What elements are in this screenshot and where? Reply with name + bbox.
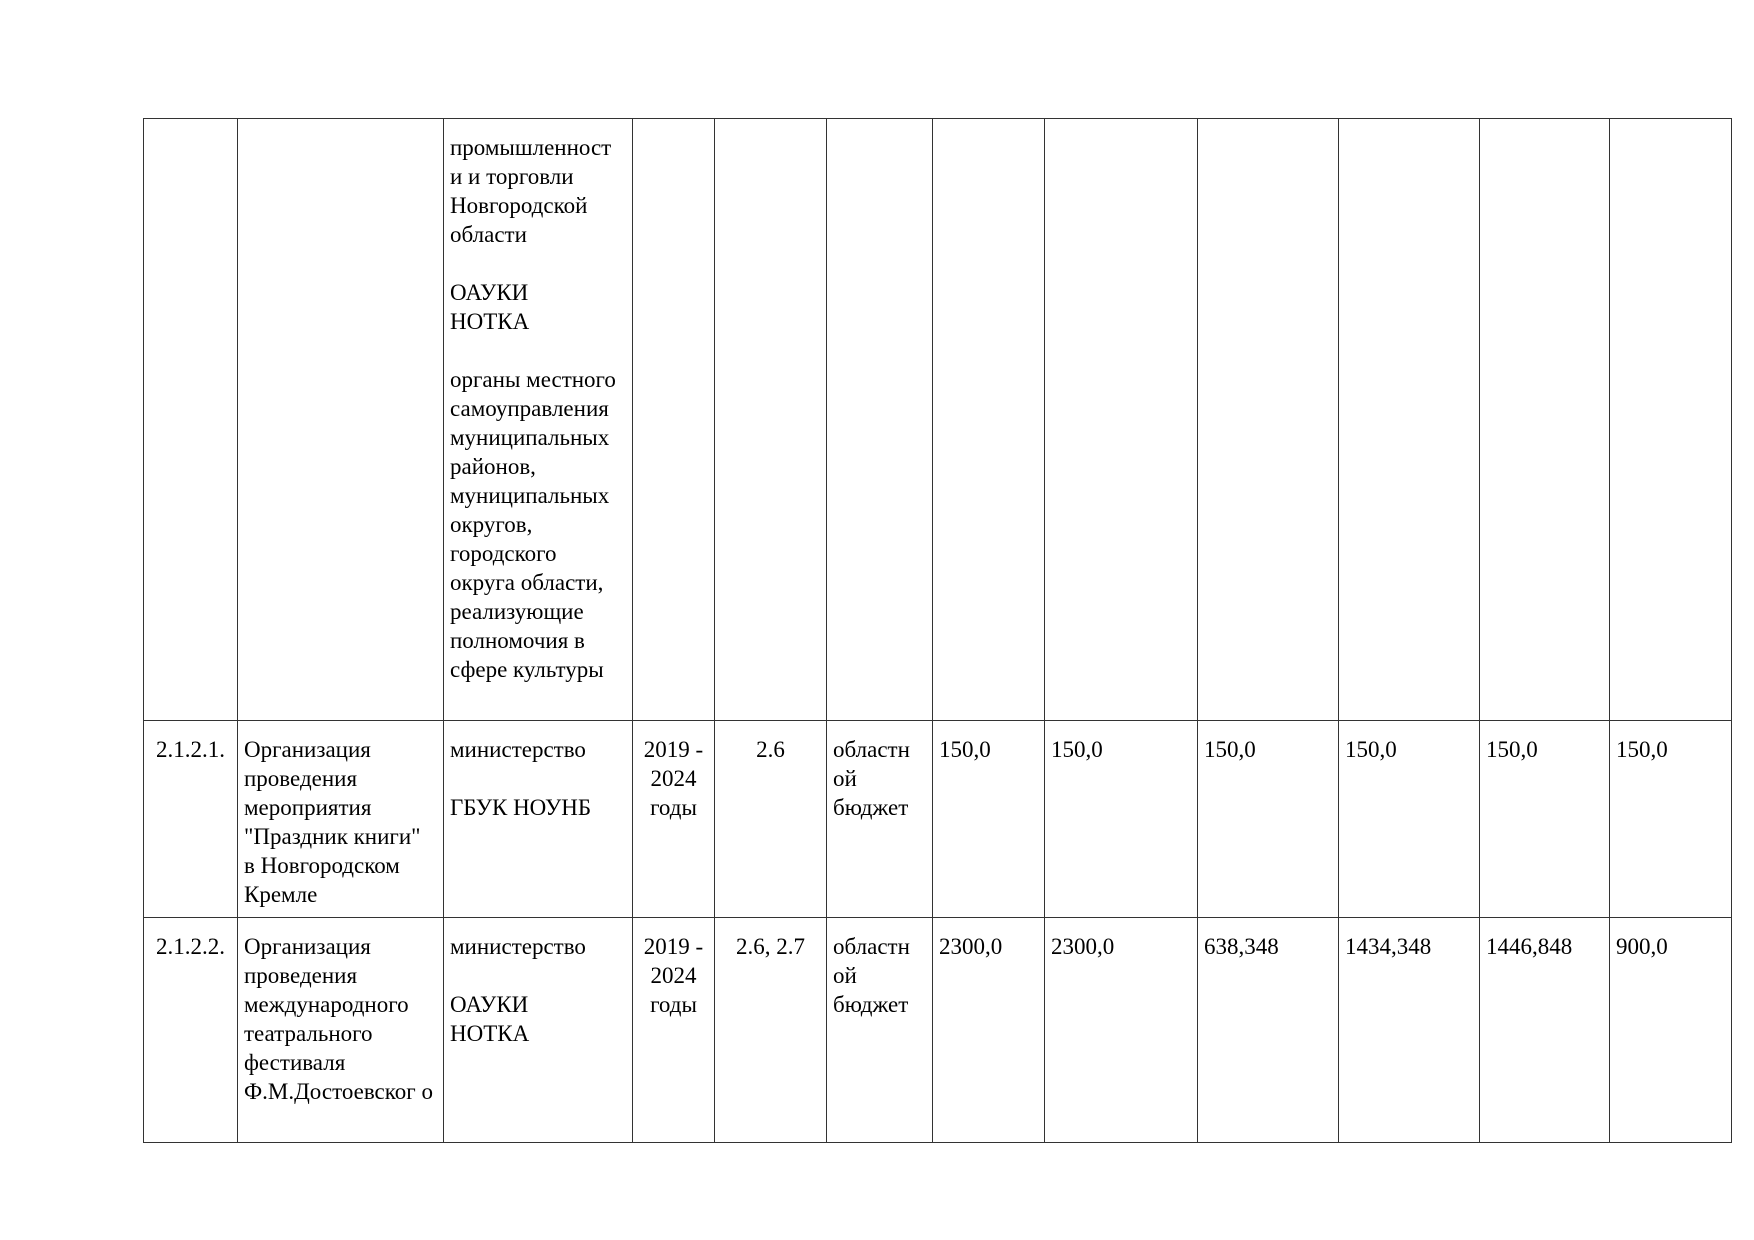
- cell-period: 2019 - 2024 годы: [633, 721, 715, 918]
- executor-line: министерство: [450, 934, 586, 959]
- cell-name: Организация проведения международного театрального фестиваля Ф.М.Достоевског о: [238, 918, 444, 1143]
- cell-source: областн ой бюджет: [827, 721, 933, 918]
- executor-line: ГБУК НОУНБ: [450, 795, 592, 820]
- cell-source: [827, 119, 933, 721]
- cell-value: 150,0: [1045, 721, 1198, 918]
- program-activities-table: [143, 118, 1732, 1143]
- cell-value: [1045, 119, 1198, 721]
- cell-name: Организация проведения мероприятия "Праздник книги" в Новгородском Кремле: [238, 721, 444, 918]
- cell-period: [633, 119, 715, 721]
- cell-indicator: 2.6, 2.7: [715, 918, 827, 1143]
- executor-line: министерство: [450, 737, 586, 762]
- cell-executor: [444, 721, 633, 918]
- cell-executor: [444, 918, 633, 1143]
- cell-executor: [444, 119, 633, 721]
- cell-value: 1434,348: [1339, 918, 1480, 1143]
- cell-value: 900,0: [1610, 918, 1732, 1143]
- cell-value: 2300,0: [1045, 918, 1198, 1143]
- cell-value: [1198, 119, 1339, 721]
- executor-line: органы местного самоуправления муниципальных районов, муниципальных округов, городского округа области, реализующие полномочия в сфере культуры: [450, 367, 616, 682]
- cell-code: 2.1.2.1.: [144, 721, 238, 918]
- cell-code: [144, 119, 238, 721]
- cell-period: 2019 - 2024 годы: [633, 918, 715, 1143]
- cell-indicator: 2.6: [715, 721, 827, 918]
- cell-value: [1339, 119, 1480, 721]
- cell-value: [933, 119, 1045, 721]
- table-row: [144, 721, 1732, 918]
- cell-value: [1480, 119, 1610, 721]
- executor-line: промышленност и и торговли Новгородской области: [450, 135, 612, 247]
- executor-line: ОАУКИ НОТКА: [450, 992, 530, 1046]
- cell-value: 150,0: [1480, 721, 1610, 918]
- cell-value: 150,0: [1198, 721, 1339, 918]
- table-row: [144, 918, 1732, 1143]
- cell-value: 2300,0: [933, 918, 1045, 1143]
- cell-value: 150,0: [1610, 721, 1732, 918]
- cell-value: 150,0: [933, 721, 1045, 918]
- executor-line: ОАУКИ НОТКА: [450, 280, 530, 334]
- cell-source: областн ой бюджет: [827, 918, 933, 1143]
- cell-value: 638,348: [1198, 918, 1339, 1143]
- cell-indicator: [715, 119, 827, 721]
- cell-value: 1446,848: [1480, 918, 1610, 1143]
- cell-value: [1610, 119, 1732, 721]
- cell-value: 150,0: [1339, 721, 1480, 918]
- table-row-continuation: [144, 119, 1732, 721]
- cell-name: [238, 119, 444, 721]
- cell-code: 2.1.2.2.: [144, 918, 238, 1143]
